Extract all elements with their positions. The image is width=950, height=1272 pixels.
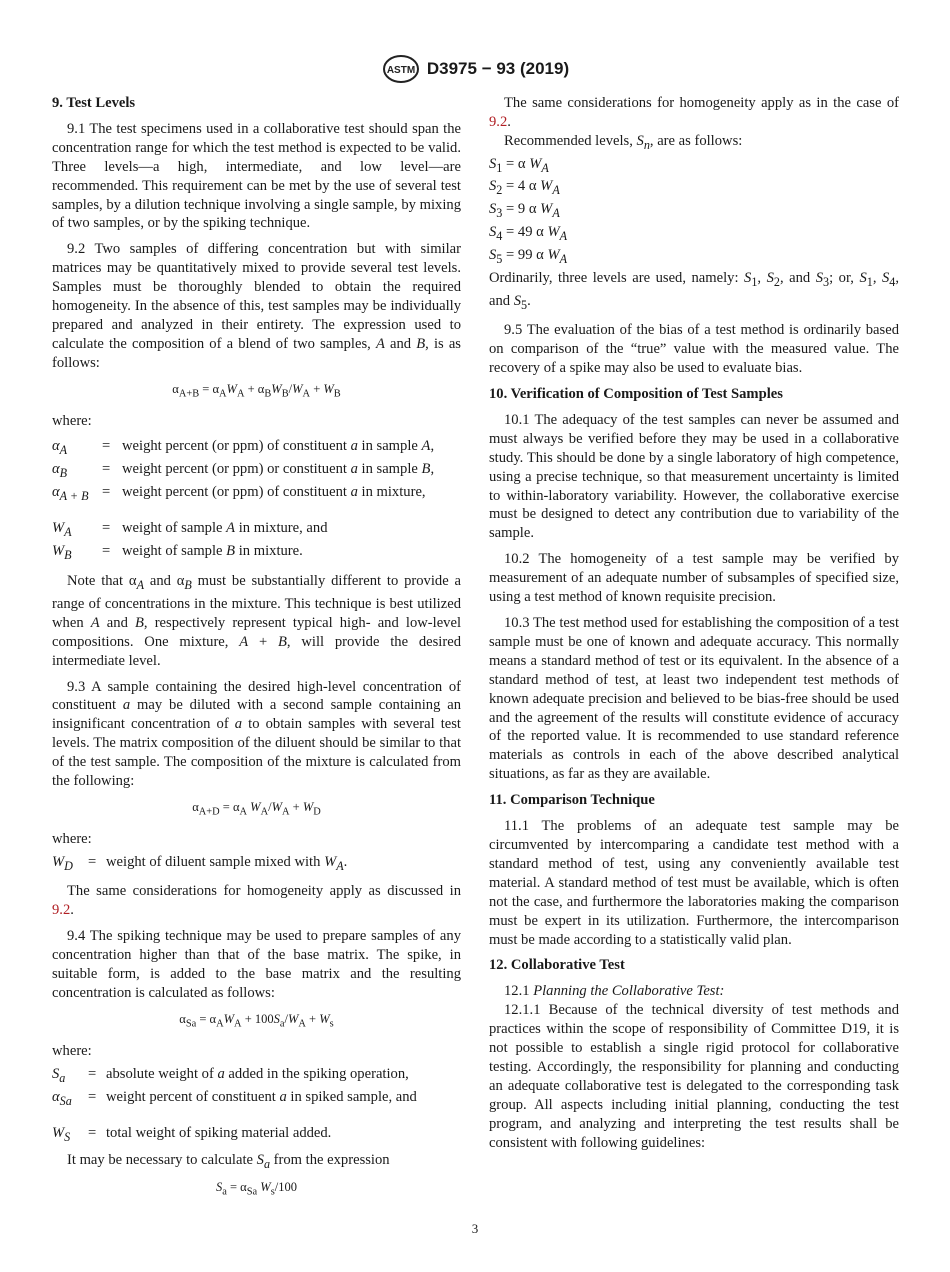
definition-row: $W_D$ = weight of diluent sample mixed with $W_A$.	[52, 854, 348, 874]
calculate-sa-text: It may be necessary to calculate $S_a$ from the expression	[67, 1152, 390, 1172]
levels-list	[489, 155, 899, 269]
homogeneity-note-1: The same considerations for homogeneity apply as discussed in 9.2.	[52, 883, 461, 918]
page-header	[0, 56, 950, 82]
definitions-list-3	[52, 1065, 461, 1147]
level-item: $S_1 = \alpha$ $W_A$	[489, 155, 549, 175]
definition-row: $\alpha_{A + B}$ = weight percent (or ppm) of constituent a in mixture,	[52, 483, 426, 503]
paragraph-10-1: 10.1 The adequacy of the test samples can never be assumed and must always be verified before they may be used in a collaborative study. This should be done by a single laboratory of high competence, using a precise technique, so that measurement uncertainty is limited to within-laboratory variability. However, the collaborative exercise must be designed to detect any contribution due to variability of the sample.	[489, 411, 899, 542]
paragraph-9-4: 9.4 The spiking technique may be used to prepare samples of any concentration higher than that of the base matrix. The spike, in suitable form, is added to the base matrix and the resulting concentration is calculated as follows:	[52, 927, 461, 1001]
paragraph-9-1: 9.1 The test specimens used in a collaborative test should span the concentration range for which the test method is expected to be valid. Three levels—a high, intermediate, and low level—are recommended. This requirement can be met by the use of several test samples, by a dilution technique involving a single sample, by mixing of two samples, or by the spiking technique.	[52, 120, 461, 232]
paragraph-10-2: 10.2 The homogeneity of a test sample may be verified by measurement of an adequate number of subsamples of specified size, using a test method of known requisite precision.	[489, 551, 899, 606]
level-item: $S_4 = 49$ α $W_A$	[489, 224, 568, 243]
homogeneity-note-2: The same considerations for homogeneity apply as in the case of 9.2.	[489, 95, 899, 130]
astm-logo	[381, 54, 421, 84]
paragraph-10-3: 10.3 The test method used for establishing the composition of a test sample must be one of known and adequate accuracy. This normally means a standard method of test or its equivalent. In the absence of a standard method of test, at least two independent test methods of known adequate precision and believed to be bias-free should be used and the agreement of the results will constitute evidence of accuracy of the reported value. It is recommended to use standard reference materials as controls in each of the above described analytical situations, as far as they are available.	[489, 615, 899, 783]
paragraph-9-2: 9.2 Two samples of differing concentration but with similar matrices may be quantitatively mixed to provide several test levels. Samples must be thoroughly blended to obtain the required homogeneity. In the absence of this, test samples may be individually prepared and analyzed in their entirety. The expression used to calculate the composition of a blend of two samples, A and B, is as follows:	[52, 241, 461, 371]
document-designation: D3975 − 93 (2019)	[426, 59, 570, 78]
paragraph-12-1: 12.1 Planning the Collaborative Test:	[504, 983, 725, 1000]
definitions-list-1	[52, 437, 461, 565]
right-column	[489, 94, 899, 1152]
paragraph-11-1: 11.1 The problems of an adequate test sample may be circumvented by intercomparing a candidate test method with a standard method of test, using any conveniently available test material. A standard method of test must be available, which is often not the case, and furthermore the laboratories making the comparison must be expert in its utilization. Furthermore, the intercomparison must be made according to a statistically valid plan.	[489, 818, 899, 948]
svg-text:ASTM: ASTM	[386, 65, 416, 76]
equation-dilution: $\alpha_{A+D} = \alpha_A$ $W_A/W_A + W_D$	[192, 799, 321, 818]
recommended-levels-label: Recommended levels, $S_n$, are as follows:	[504, 132, 743, 152]
section-10-heading: 10. Verification of Composition of Test Samples	[489, 386, 783, 403]
where-label: where:	[52, 1042, 92, 1059]
level-item: $S_2 = 4$ α $W_A$	[489, 178, 560, 198]
section-9-heading: 9. Test Levels	[52, 95, 136, 111]
definition-row: $\alpha_{Sa}$ = weight percent of constituent a in spiked sample, and	[52, 1088, 417, 1108]
reference-9-2-link[interactable]: 9.2	[52, 901, 71, 918]
where-label: where:	[52, 831, 92, 848]
left-column	[52, 94, 461, 1210]
section-11-heading: 11. Comparison Technique	[489, 792, 655, 809]
level-item: $S_5 = 99$ α $W_A$	[489, 246, 568, 266]
paragraph-9-5: 9.5 The evaluation of the bias of a test method is ordinarily based on comparison of the “true” value with the measured value. The recovery of a spike may also be used to evaluate bias.	[489, 322, 899, 377]
equation-spike: $\alpha_{Sa} = \alpha_AW_A + 100S_a/W_A + W_s$	[179, 1011, 334, 1029]
ordinarily-text: Ordinarily, three levels are used, namely: $S_1$, $S_2$, and $S_3$; or, $S_1$, $S_4$, and $S_5$.	[489, 269, 900, 312]
reference-9-2-link[interactable]: 9.2	[489, 113, 508, 130]
definition-row: $\alpha_A$ = weight percent (or ppm) of constituent a in sample A,	[52, 438, 435, 457]
section-12-heading: 12. Collaborative Test	[489, 957, 625, 974]
definition-row: $W_A$ = weight of sample A in mixture, and	[52, 520, 328, 540]
definition-row: $\alpha_B$ = weight percent (or ppm) or constituent a in sample B,	[52, 460, 435, 480]
level-item: $S_3 = 9$ α $W_A$	[489, 201, 560, 221]
equation-blend: $\alpha_{A+B} = \alpha_AW_A + \alpha_BW_B/W_A + W_B$	[172, 381, 341, 400]
note-paragraph: Note that $\alpha_A$ and $\alpha_B$ must be substantially different to provide a range of concentrations in the mixture. This technique is best utilized when A and B, respectively represent typical high- and low-level compositions. One mixture, A + B, will provide the desired intermediate level.	[52, 573, 461, 669]
where-label: where:	[52, 413, 92, 430]
definition-row: $W_B$ = weight of sample B in mixture.	[52, 543, 303, 563]
page-number: 3	[471, 1221, 479, 1236]
definition-row: $S_a$ = absolute weight of a added in the spiking operation,	[52, 1065, 409, 1085]
paragraph-12-1-1: 12.1.1 Because of the technical diversity of test methods and practices within the scope of responsibility of Committee D19, it is not possible to establish a single rigid protocol for collaborative testing. Accordingly, the responsibility for planning and conducting an adequate collaborative test is delegated to the corresponding task group. All aspects including initial planning, conducting the test program, and analyzing and interpreting the test results shall be consistent with following guidelines:	[489, 1002, 899, 1151]
definition-row: $W_S$ = total weight of spiking material added.	[52, 1125, 332, 1145]
paragraph-9-3: 9.3 A sample containing the desired high-level concentration of constituent a may be diluted with a second sample containing an insignificant concentration of a to obtain samples with several test levels. The matrix composition of the diluent should be similar to that of the test sample. The composition of the mixture is calculated from the following:	[52, 678, 461, 790]
equation-sa: $S_a = \alpha_{Sa}$ $W_s/100$	[216, 1180, 297, 1198]
